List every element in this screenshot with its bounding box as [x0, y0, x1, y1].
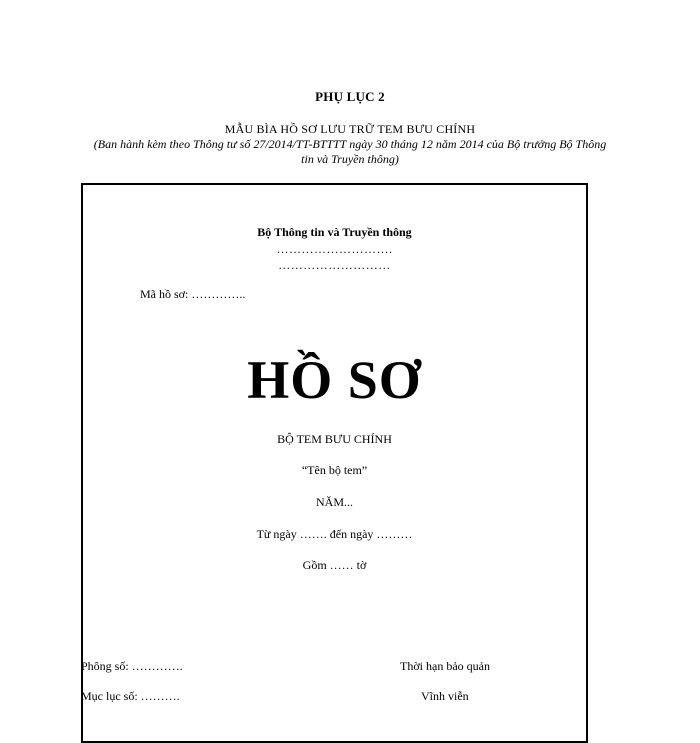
issuance-note: (Ban hành kèm theo Thông tư số 27/2014/TT-BTTTT ngày 30 tháng 12 năm 2014 của Bộ trưởng Bộ Thông tin và Truyền thông): [93, 137, 607, 166]
retention-label: Thời hạn bảo quản: [400, 659, 490, 673]
retention-value: Vĩnh viễn: [421, 689, 469, 703]
stamp-set-label: BỘ TEM BƯU CHÍNH: [277, 432, 392, 446]
cover-heading: HỒ SƠ: [247, 350, 422, 410]
appendix-title: PHỤ LỤC 2: [315, 89, 385, 104]
unit-placeholder-line: ……………………….: [276, 242, 393, 256]
file-code: Mã hồ sơ: …………..: [140, 287, 246, 301]
form-title: MẪU BÌA HỒ SƠ LƯU TRỮ TEM BƯU CHÍNH: [224, 122, 476, 136]
archive-number: Phông số: ………….: [81, 659, 183, 673]
stamp-set-name: “Tên bộ tem”: [301, 463, 368, 477]
ministry-name: Bộ Thông tin và Truyền thông: [257, 225, 412, 239]
catalog-number: Mục lục số: ……….: [81, 689, 180, 703]
date-range-line: Từ ngày ……. đến ngày ………: [256, 527, 413, 541]
sheet-count-line: Gồm …… tờ: [302, 558, 367, 572]
unit-placeholder-line: ………………………: [278, 258, 391, 272]
year-line: NĂM...: [315, 495, 353, 509]
